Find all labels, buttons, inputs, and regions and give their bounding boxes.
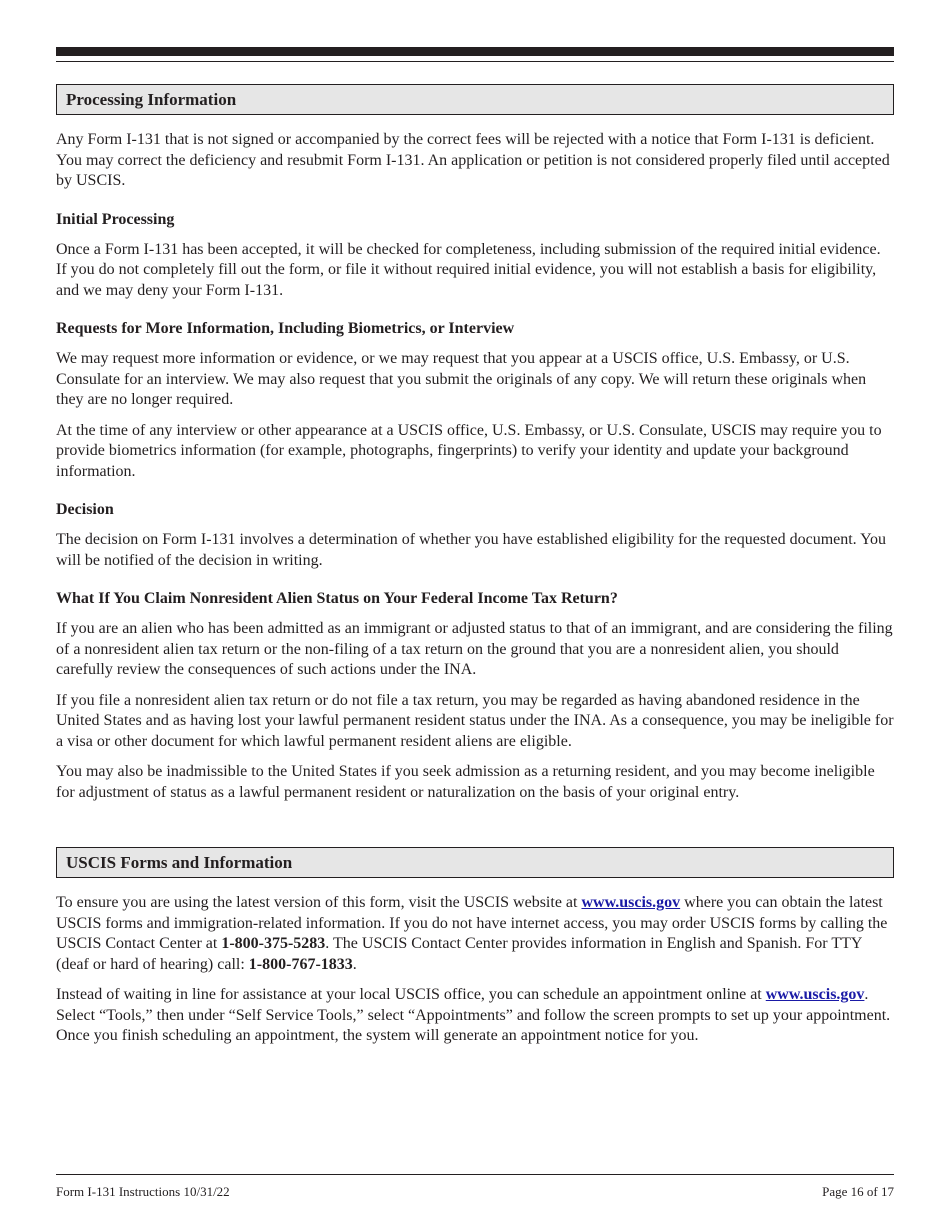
forms-p2-text-b: . Select “Tools,” then under “Self Service Tools,” select “Appointments” and follow the screen prompts to set up your appointment. Once you finish scheduling an appointment, the system will generate an appointment notice for you.	[56, 986, 891, 1044]
top-thin-rule	[56, 61, 894, 62]
section-header-processing: Processing Information	[56, 84, 894, 115]
footer-rule	[56, 1174, 894, 1175]
uscis-website-link[interactable]: www.uscis.gov	[581, 894, 681, 911]
nonresident-heading: What If You Claim Nonresident Alien Status on Your Federal Income Tax Return?	[56, 590, 618, 607]
page-content	[56, 84, 894, 1047]
initial-processing-heading: Initial Processing	[56, 210, 175, 228]
tty-phone: 1-800-767-1833	[248, 955, 353, 973]
forms-paragraph-1	[56, 893, 894, 975]
section-header-forms: USCIS Forms and Information	[56, 847, 894, 878]
uscis-website-link-2[interactable]: www.uscis.gov	[765, 986, 865, 1003]
nonresident-paragraph-1: If you are an alien who has been admitted as an immigrant or adjusted status to that of an immigrant, and are considering the filing of a nonresident alien tax return or the non-filing of a tax return on the ground that you are a nonresident alien, you should carefully review the consequences of such actions under the INA.	[56, 620, 893, 678]
forms-p1-text-d: .	[352, 955, 357, 973]
top-thick-rule	[56, 47, 894, 56]
footer-form-id: Form I-131 Instructions 10/31/22	[56, 1184, 230, 1199]
contact-center-phone: 1-800-375-5283	[221, 935, 326, 952]
processing-intro: Any Form I-131 that is not signed or accompanied by the correct fees will be rejected with a notice that Form I-131 is deficient. You may correct the deficiency and resubmit Form I-131. An application or petition is not considered properly filed until accepted by USCIS.	[56, 131, 890, 189]
nonresident-paragraph-3: You may also be inadmissible to the United States if you seek admission as a returning resident, and you may become ineligible for adjustment of status as a lawful permanent resident or naturalization on the basis of your original entry.	[56, 763, 875, 801]
nonresident-paragraph-2: If you file a nonresident alien tax return or do not file a tax return, you may be regarded as having abandoned residence in the United States and as having lost your lawful permanent resident status under the INA. As a consequence, you may be ineligible for a visa or other document for which lawful permanent resident aliens are eligible.	[56, 691, 894, 750]
forms-p1-text-b: where you can obtain the latest USCIS forms and immigration-related information. If you do not have internet access, you may order USCIS forms by calling the USCIS Contact Center at	[56, 894, 888, 952]
requests-paragraph-1: We may request more information or evidence, or we may request that you appear at a USCIS office, U.S. Embassy, or U.S. Consulate for an interview. We may also request that you submit the originals of any copy. We will return these originals when they are no longer required.	[56, 350, 867, 408]
requests-heading: Requests for More Information, Including Biometrics, or Interview	[56, 320, 515, 337]
requests-paragraph-2: At the time of any interview or other appearance at a USCIS office, U.S. Embassy, or U.S. Consulate, USCIS may require you to provide biometrics information (for example, photographs, fingerprints) to verify your identity and update your background information.	[56, 421, 882, 480]
forms-paragraph-2	[56, 985, 894, 1047]
forms-p2-text-a: Instead of waiting in line for assistance at your local USCIS office, you can schedule an appointment online at	[56, 986, 766, 1003]
initial-processing-text: Once a Form I-131 has been accepted, it will be checked for completeness, including submission of the required initial evidence. If you do not completely fill out the form, or file it without required initial evidence, you will not establish a basis for eligibility, and we may deny your Form I-131.	[56, 240, 881, 299]
decision-heading: Decision	[56, 501, 114, 518]
forms-p1-text-a: To ensure you are using the latest version of this form, visit the USCIS website at	[56, 894, 582, 911]
forms-p1-text-c: . The USCIS Contact Center provides information in English and Spanish. For TTY (deaf or hard of hearing) call:	[56, 935, 862, 973]
decision-text: The decision on Form I-131 involves a determination of whether you have established eligibility for the requested document. You will be notified of the decision in writing.	[56, 531, 887, 569]
footer-page-number: Page 16 of 17	[822, 1184, 894, 1199]
